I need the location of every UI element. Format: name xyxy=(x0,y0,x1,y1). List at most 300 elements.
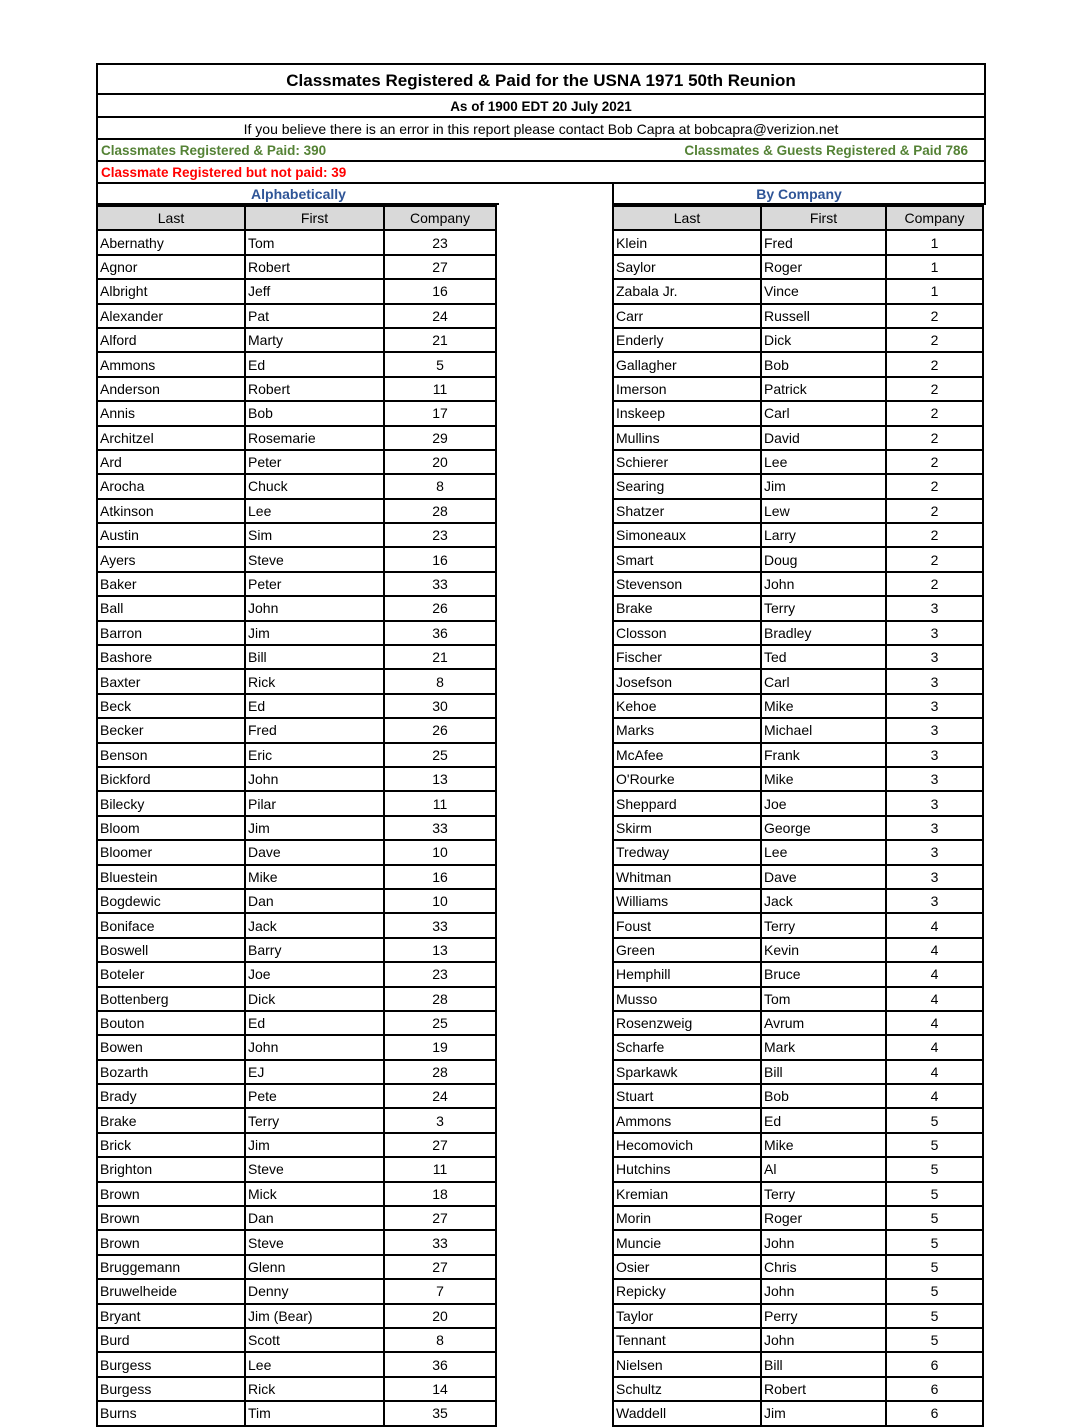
table-row xyxy=(613,1230,983,1254)
cell-last-name: Skirm xyxy=(613,816,761,840)
cell-company: 8 xyxy=(384,1328,496,1352)
cell-first-name: George xyxy=(761,816,886,840)
cell-company: 4 xyxy=(886,938,983,962)
cell-last-name: Ball xyxy=(97,596,245,620)
cell-company: 18 xyxy=(384,1182,496,1206)
cell-last-name: Tennant xyxy=(613,1328,761,1352)
cell-company: 10 xyxy=(384,889,496,913)
table-row xyxy=(613,718,983,742)
cell-last-name: Searing xyxy=(613,474,761,498)
cell-company: 5 xyxy=(886,1133,983,1157)
table-row xyxy=(97,426,496,450)
cell-last-name: Inskeep xyxy=(613,401,761,425)
cell-last-name: Bogdewic xyxy=(97,889,245,913)
table-row xyxy=(97,499,496,523)
cell-company: 2 xyxy=(886,352,983,376)
cell-last-name: Burgess xyxy=(97,1377,245,1401)
table-row xyxy=(613,1011,983,1035)
table-row xyxy=(97,1377,496,1401)
cell-last-name: Sheppard xyxy=(613,791,761,815)
column-header-first: First xyxy=(761,206,886,230)
cell-company: 7 xyxy=(384,1279,496,1303)
cell-first-name: Dave xyxy=(245,840,384,864)
table-row xyxy=(97,230,496,254)
cell-first-name: Bill xyxy=(761,1352,886,1376)
cell-first-name: Jim xyxy=(761,474,886,498)
cell-first-name: Jim xyxy=(245,1133,384,1157)
cell-company: 1 xyxy=(886,255,983,279)
cell-first-name: Eric xyxy=(245,743,384,767)
cell-company: 3 xyxy=(886,767,983,791)
stats-row xyxy=(96,140,986,162)
cell-last-name: Carr xyxy=(613,304,761,328)
table-row xyxy=(613,499,983,523)
cell-company: 5 xyxy=(886,1279,983,1303)
cell-company: 2 xyxy=(886,450,983,474)
cell-first-name: Roger xyxy=(761,255,886,279)
report-title: Classmates Registered & Paid for the USNA 1971 50th Reunion xyxy=(96,63,986,95)
table-row xyxy=(613,840,983,864)
cell-first-name: Dick xyxy=(761,328,886,352)
cell-last-name: Shatzer xyxy=(613,499,761,523)
cell-company: 27 xyxy=(384,1255,496,1279)
cell-last-name: Zabala Jr. xyxy=(613,279,761,303)
cell-company: 2 xyxy=(886,572,983,596)
guests-registered-paid-count: Classmates & Guests Registered & Paid 786 xyxy=(684,143,968,158)
cell-company: 23 xyxy=(384,230,496,254)
cell-company: 10 xyxy=(384,840,496,864)
cell-first-name: Pilar xyxy=(245,791,384,815)
table-row xyxy=(97,474,496,498)
cell-last-name: Brick xyxy=(97,1133,245,1157)
cell-first-name: Lee xyxy=(245,499,384,523)
cell-first-name: Rick xyxy=(245,669,384,693)
cell-first-name: Ted xyxy=(761,645,886,669)
table-row xyxy=(613,450,983,474)
cell-first-name: Jack xyxy=(245,913,384,937)
cell-first-name: Chuck xyxy=(245,474,384,498)
tables-area xyxy=(96,184,986,1422)
cell-first-name: Steve xyxy=(245,1157,384,1181)
cell-company: 26 xyxy=(384,596,496,620)
cell-first-name: Lew xyxy=(761,499,886,523)
cell-last-name: Nielsen xyxy=(613,1352,761,1376)
cell-last-name: Waddell xyxy=(613,1401,761,1425)
cell-last-name: Williams xyxy=(613,889,761,913)
table-row xyxy=(613,547,983,571)
cell-company: 2 xyxy=(886,523,983,547)
cell-first-name: Peter xyxy=(245,450,384,474)
table-row xyxy=(97,718,496,742)
table-header-row xyxy=(613,206,983,230)
cell-first-name: Bob xyxy=(761,352,886,376)
cell-first-name: Robert xyxy=(761,1377,886,1401)
cell-last-name: Hutchins xyxy=(613,1157,761,1181)
by-company-table xyxy=(612,205,984,1427)
cell-company: 24 xyxy=(384,304,496,328)
cell-company: 30 xyxy=(384,694,496,718)
cell-first-name: Lee xyxy=(761,840,886,864)
table-row xyxy=(97,840,496,864)
table-row xyxy=(613,1035,983,1059)
cell-last-name: Boteler xyxy=(97,962,245,986)
table-row xyxy=(613,1182,983,1206)
cell-first-name: Dan xyxy=(245,889,384,913)
cell-company: 3 xyxy=(886,840,983,864)
cell-last-name: Barron xyxy=(97,621,245,645)
cell-first-name: Bill xyxy=(245,645,384,669)
table-header-row xyxy=(97,206,496,230)
cell-last-name: Smart xyxy=(613,547,761,571)
cell-last-name: Baxter xyxy=(97,669,245,693)
cell-company: 3 xyxy=(886,816,983,840)
table-row xyxy=(613,474,983,498)
cell-first-name: John xyxy=(245,1035,384,1059)
cell-first-name: Patrick xyxy=(761,377,886,401)
cell-first-name: Al xyxy=(761,1157,886,1181)
cell-first-name: Pat xyxy=(245,304,384,328)
table-row xyxy=(97,889,496,913)
cell-company: 26 xyxy=(384,718,496,742)
cell-company: 16 xyxy=(384,865,496,889)
table-row xyxy=(97,694,496,718)
cell-last-name: Brown xyxy=(97,1230,245,1254)
cell-company: 3 xyxy=(886,621,983,645)
cell-last-name: Taylor xyxy=(613,1304,761,1328)
cell-company: 11 xyxy=(384,791,496,815)
cell-company: 1 xyxy=(886,230,983,254)
table-row xyxy=(97,596,496,620)
cell-last-name: Bloom xyxy=(97,816,245,840)
cell-company: 27 xyxy=(384,1133,496,1157)
cell-last-name: Burns xyxy=(97,1401,245,1425)
cell-company: 28 xyxy=(384,499,496,523)
cell-first-name: Mike xyxy=(761,694,886,718)
cell-last-name: Bowen xyxy=(97,1035,245,1059)
cell-last-name: Bouton xyxy=(97,1011,245,1035)
cell-last-name: Simoneaux xyxy=(613,523,761,547)
cell-first-name: Marty xyxy=(245,328,384,352)
table-row xyxy=(613,1206,983,1230)
cell-last-name: Gallagher xyxy=(613,352,761,376)
cell-first-name: Bill xyxy=(761,1060,886,1084)
table-row xyxy=(97,547,496,571)
cell-last-name: Brown xyxy=(97,1206,245,1230)
table-row xyxy=(613,230,983,254)
cell-last-name: Enderly xyxy=(613,328,761,352)
cell-company: 6 xyxy=(886,1401,983,1425)
cell-first-name: Roger xyxy=(761,1206,886,1230)
table-row xyxy=(97,1157,496,1181)
cell-company: 4 xyxy=(886,1084,983,1108)
table-row xyxy=(97,1206,496,1230)
cell-first-name: Avrum xyxy=(761,1011,886,1035)
cell-first-name: Jeff xyxy=(245,279,384,303)
table-row xyxy=(613,255,983,279)
cell-company: 5 xyxy=(886,1206,983,1230)
cell-company: 33 xyxy=(384,913,496,937)
cell-first-name: Russell xyxy=(761,304,886,328)
cell-company: 4 xyxy=(886,1011,983,1035)
cell-last-name: Ammons xyxy=(97,352,245,376)
cell-last-name: Bluestein xyxy=(97,865,245,889)
table-row xyxy=(97,352,496,376)
table-row xyxy=(613,1352,983,1376)
cell-last-name: Hecomovich xyxy=(613,1133,761,1157)
cell-last-name: Brake xyxy=(97,1108,245,1132)
cell-last-name: Albright xyxy=(97,279,245,303)
cell-first-name: John xyxy=(761,1279,886,1303)
alphabetical-section xyxy=(96,184,499,1427)
cell-first-name: Barry xyxy=(245,938,384,962)
column-header-last: Last xyxy=(613,206,761,230)
cell-first-name: Rick xyxy=(245,1377,384,1401)
table-row xyxy=(97,1279,496,1303)
cell-company: 2 xyxy=(886,304,983,328)
table-row xyxy=(613,1060,983,1084)
table-row xyxy=(613,596,983,620)
cell-first-name: John xyxy=(761,1328,886,1352)
table-row xyxy=(613,1401,983,1425)
cell-last-name: Fischer xyxy=(613,645,761,669)
cell-last-name: O'Rourke xyxy=(613,767,761,791)
cell-company: 25 xyxy=(384,743,496,767)
table-row xyxy=(97,1011,496,1035)
table-row xyxy=(97,1304,496,1328)
cell-last-name: Josefson xyxy=(613,669,761,693)
cell-last-name: Rosenzweig xyxy=(613,1011,761,1035)
cell-last-name: Stevenson xyxy=(613,572,761,596)
cell-company: 6 xyxy=(886,1352,983,1376)
cell-first-name: Lee xyxy=(761,450,886,474)
cell-first-name: Ed xyxy=(245,694,384,718)
cell-first-name: John xyxy=(245,596,384,620)
report-sheet xyxy=(96,63,986,1422)
cell-first-name: Larry xyxy=(761,523,886,547)
cell-company: 3 xyxy=(886,669,983,693)
cell-company: 2 xyxy=(886,426,983,450)
by-company-label: By Company xyxy=(612,184,986,205)
alphabetical-label: Alphabetically xyxy=(96,184,499,205)
cell-first-name: Mike xyxy=(761,767,886,791)
cell-first-name: Ed xyxy=(761,1108,886,1132)
registered-paid-count: Classmates Registered & Paid: 390 xyxy=(101,143,327,158)
cell-first-name: Tom xyxy=(761,987,886,1011)
cell-company: 35 xyxy=(384,1401,496,1425)
cell-first-name: Michael xyxy=(761,718,886,742)
cell-last-name: Benson xyxy=(97,743,245,767)
table-row xyxy=(613,352,983,376)
cell-company: 33 xyxy=(384,816,496,840)
cell-first-name: Bruce xyxy=(761,962,886,986)
cell-company: 23 xyxy=(384,523,496,547)
cell-first-name: Jim (Bear) xyxy=(245,1304,384,1328)
cell-last-name: Kremian xyxy=(613,1182,761,1206)
cell-company: 29 xyxy=(384,426,496,450)
table-row xyxy=(97,987,496,1011)
table-row xyxy=(97,816,496,840)
cell-last-name: Hemphill xyxy=(613,962,761,986)
cell-last-name: Atkinson xyxy=(97,499,245,523)
cell-company: 20 xyxy=(384,1304,496,1328)
table-row xyxy=(613,401,983,425)
cell-last-name: Osier xyxy=(613,1255,761,1279)
cell-company: 33 xyxy=(384,1230,496,1254)
cell-first-name: Rosemarie xyxy=(245,426,384,450)
cell-last-name: Annis xyxy=(97,401,245,425)
cell-last-name: Bloomer xyxy=(97,840,245,864)
cell-company: 16 xyxy=(384,547,496,571)
cell-first-name: Jack xyxy=(761,889,886,913)
cell-company: 16 xyxy=(384,279,496,303)
cell-company: 3 xyxy=(886,694,983,718)
cell-company: 14 xyxy=(384,1377,496,1401)
cell-first-name: Terry xyxy=(761,596,886,620)
cell-company: 17 xyxy=(384,401,496,425)
cell-company: 28 xyxy=(384,987,496,1011)
column-header-first: First xyxy=(245,206,384,230)
cell-last-name: Burd xyxy=(97,1328,245,1352)
contact-note: If you believe there is an error in this report please contact Bob Capra at bobcapra@verizion.net xyxy=(96,118,986,140)
table-row xyxy=(613,1133,983,1157)
table-row xyxy=(613,1108,983,1132)
cell-company: 4 xyxy=(886,962,983,986)
table-row xyxy=(613,1328,983,1352)
cell-last-name: Boswell xyxy=(97,938,245,962)
cell-last-name: Boniface xyxy=(97,913,245,937)
cell-last-name: Bottenberg xyxy=(97,987,245,1011)
cell-first-name: Terry xyxy=(761,1182,886,1206)
cell-first-name: Jim xyxy=(245,816,384,840)
cell-first-name: EJ xyxy=(245,1060,384,1084)
cell-company: 5 xyxy=(886,1304,983,1328)
cell-last-name: Mullins xyxy=(613,426,761,450)
table-row xyxy=(613,1279,983,1303)
cell-last-name: Baker xyxy=(97,572,245,596)
cell-company: 5 xyxy=(886,1328,983,1352)
table-row xyxy=(613,938,983,962)
cell-last-name: Closson xyxy=(613,621,761,645)
table-row xyxy=(97,377,496,401)
cell-last-name: Repicky xyxy=(613,1279,761,1303)
cell-company: 2 xyxy=(886,474,983,498)
cell-first-name: Kevin xyxy=(761,938,886,962)
cell-first-name: Glenn xyxy=(245,1255,384,1279)
cell-last-name: Anderson xyxy=(97,377,245,401)
cell-first-name: Dan xyxy=(245,1206,384,1230)
cell-last-name: Brown xyxy=(97,1182,245,1206)
cell-last-name: Arocha xyxy=(97,474,245,498)
table-row xyxy=(613,1304,983,1328)
table-row xyxy=(613,816,983,840)
cell-last-name: Bozarth xyxy=(97,1060,245,1084)
cell-first-name: Sim xyxy=(245,523,384,547)
table-row xyxy=(97,1255,496,1279)
cell-first-name: Steve xyxy=(245,1230,384,1254)
cell-company: 19 xyxy=(384,1035,496,1059)
cell-first-name: Carl xyxy=(761,669,886,693)
cell-first-name: Peter xyxy=(245,572,384,596)
cell-last-name: Klein xyxy=(613,230,761,254)
cell-last-name: Whitman xyxy=(613,865,761,889)
table-row xyxy=(613,865,983,889)
cell-first-name: Ed xyxy=(245,1011,384,1035)
column-header-last: Last xyxy=(97,206,245,230)
table-row xyxy=(97,279,496,303)
cell-last-name: Agnor xyxy=(97,255,245,279)
cell-first-name: Mark xyxy=(761,1035,886,1059)
table-row xyxy=(97,621,496,645)
cell-company: 3 xyxy=(384,1108,496,1132)
cell-last-name: Bilecky xyxy=(97,791,245,815)
cell-last-name: Abernathy xyxy=(97,230,245,254)
cell-first-name: Denny xyxy=(245,1279,384,1303)
cell-last-name: Bickford xyxy=(97,767,245,791)
cell-company: 3 xyxy=(886,743,983,767)
cell-first-name: Joe xyxy=(761,791,886,815)
cell-last-name: Brighton xyxy=(97,1157,245,1181)
cell-company: 6 xyxy=(886,1377,983,1401)
cell-last-name: McAfee xyxy=(613,743,761,767)
not-paid-count: Classmate Registered but not paid: 39 xyxy=(96,162,986,184)
cell-company: 24 xyxy=(384,1084,496,1108)
table-row xyxy=(613,426,983,450)
cell-last-name: Musso xyxy=(613,987,761,1011)
cell-company: 28 xyxy=(384,1060,496,1084)
column-header-company: Company xyxy=(886,206,983,230)
cell-first-name: Robert xyxy=(245,377,384,401)
table-row xyxy=(97,1401,496,1425)
cell-company: 27 xyxy=(384,1206,496,1230)
cell-first-name: Lee xyxy=(245,1352,384,1376)
cell-last-name: Burgess xyxy=(97,1352,245,1376)
cell-first-name: Frank xyxy=(761,743,886,767)
cell-last-name: Bruggemann xyxy=(97,1255,245,1279)
cell-last-name: Morin xyxy=(613,1206,761,1230)
cell-last-name: Bashore xyxy=(97,645,245,669)
table-row xyxy=(97,304,496,328)
cell-company: 20 xyxy=(384,450,496,474)
column-header-company: Company xyxy=(384,206,496,230)
table-row xyxy=(97,328,496,352)
cell-first-name: Dick xyxy=(245,987,384,1011)
table-row xyxy=(97,1352,496,1376)
cell-first-name: Terry xyxy=(761,913,886,937)
cell-first-name: Scott xyxy=(245,1328,384,1352)
cell-company: 4 xyxy=(886,987,983,1011)
table-row xyxy=(97,865,496,889)
cell-first-name: Robert xyxy=(245,255,384,279)
cell-company: 2 xyxy=(886,547,983,571)
cell-company: 3 xyxy=(886,596,983,620)
cell-last-name: Stuart xyxy=(613,1084,761,1108)
table-row xyxy=(613,1255,983,1279)
cell-company: 8 xyxy=(384,474,496,498)
cell-first-name: David xyxy=(761,426,886,450)
cell-company: 11 xyxy=(384,377,496,401)
cell-company: 13 xyxy=(384,767,496,791)
cell-last-name: Scharfe xyxy=(613,1035,761,1059)
cell-company: 2 xyxy=(886,328,983,352)
cell-first-name: Bob xyxy=(245,401,384,425)
table-row xyxy=(97,767,496,791)
cell-last-name: Ayers xyxy=(97,547,245,571)
cell-last-name: Marks xyxy=(613,718,761,742)
table-row xyxy=(97,1108,496,1132)
cell-company: 27 xyxy=(384,255,496,279)
table-row xyxy=(97,669,496,693)
table-row xyxy=(97,743,496,767)
